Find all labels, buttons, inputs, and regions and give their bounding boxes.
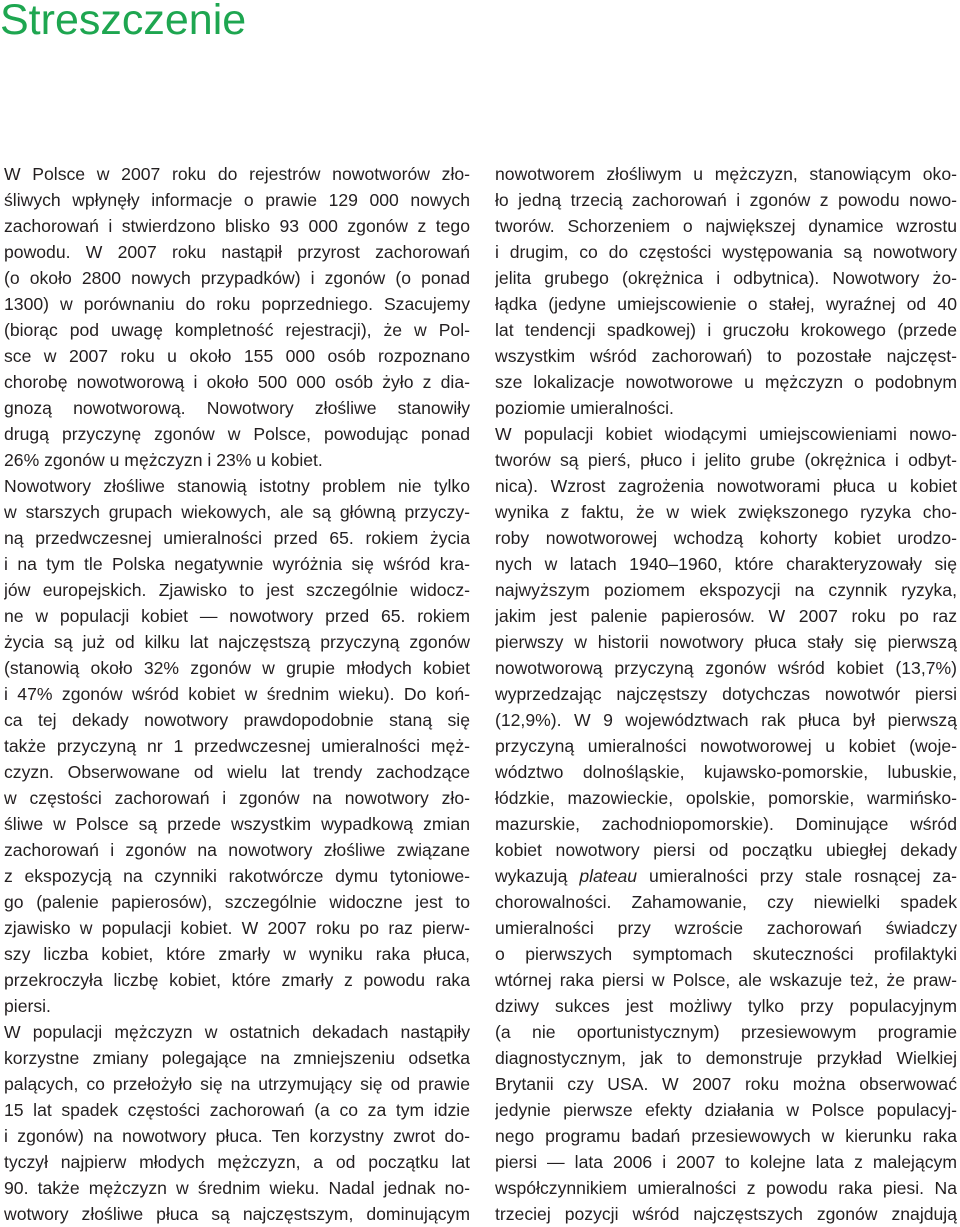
text-line: i 47% zgonów wśród kobiet w średnim wieku). Do koń- [4,684,470,704]
text-line: nowotworową przyczyną zgonów wśród kobiet (13,7%) [495,658,957,678]
text-line: powodu. W 2007 roku nastąpił przyrost zachorowań [4,242,470,262]
text-line: gnozą nowotworową. Nowotwory złośliwe stanowiły [4,398,470,418]
text-line: sze lokalizacje nowotworowe u mężczyzn o podobnym [495,372,957,392]
text-line: Brytanii czy USA. W 2007 roku można obserwować [495,1074,957,1094]
text-line: i na tym tle Polska negatywnie wyróżnia się wśród kra- [4,554,470,574]
text-line: wykazują plateau umieralności przy stale rosnącej za- [495,866,957,886]
text-line: szy liczba kobiet, które zmarły w wyniku raka płuca, [4,944,470,964]
text-line: wyprzedzając najczęstszy dotychczas nowotwór piersi [495,684,957,704]
text-line: diagnostycznym, jak to demonstruje przykład Wielkiej [495,1048,957,1068]
text-line: zachorowań i stwierdzono blisko 93 000 zgonów z tego [4,216,470,236]
text-line: nego programu badań przesiewowych w kierunku raka [495,1126,957,1146]
text-line: łądka (jedyne umiejscowienie o stałej, wyraźnej od 40 [495,294,957,314]
text-line: (stanowią około 32% zgonów w grupie młodych kobiet [4,658,470,678]
text-line: W populacji mężczyzn w ostatnich dekadach nastąpiły [4,1022,470,1042]
text-line: i zgonów) na nowotwory płuca. Ten korzystny zwrot do- [4,1126,470,1146]
text-line: piersi. [4,996,51,1016]
text-line: umieralności przy wzroście zachorowań świadczy [495,918,957,938]
text-line: pierwszy w historii nowotwory płuca stały się pierwszą [495,632,957,652]
text-line: śliwe w Polsce są przede wszystkim wypadkową zmian [4,814,470,834]
text-line: (biorąc pod uwagę kompletność rejestracji), że w Pol- [4,320,470,340]
text-line: go (palenie papierosów), szczególnie widoczne jest to [4,892,470,912]
text-line: tyczył najpierw młodych mężczyzn, a od początku lat [4,1152,470,1172]
text-line: wództwo dolnośląskie, kujawsko-pomorskie, lubuskie, [495,762,957,782]
text-line: zjawisko w populacji kobiet. W 2007 roku po raz pierw- [4,918,470,938]
text-line: tworów. Schorzeniem o największej dynamice wzrostu [495,216,957,236]
text-line: w częstości zachorowań i zgonów na nowotwory zło- [4,788,470,808]
text-line: W populacji kobiet wiodącymi umiejscowieniami nowo- [495,424,957,444]
text-line: dziwy sukces jest możliwy tylko przy populacyjnym [495,996,957,1016]
text-line: Nowotwory złośliwe stanowią istotny problem nie tylko [4,476,470,496]
text-line: przyczyną umieralności nowotworowej u kobiet (woje- [495,736,957,756]
text-line: 26% zgonów u mężczyzn i 23% u kobiet. [4,450,323,470]
text-line: łódzkie, mazowieckie, opolskie, pomorskie, warmińsko- [495,788,957,808]
text-line: przekroczyła liczbę kobiet, które zmarły z powodu raka [4,970,470,990]
text-line: jakim jest palenie papierosów. W 2007 roku po raz [495,606,957,626]
text-line: (12,9%). W 9 województwach rak płuca był pierwszą [495,710,957,730]
text-line: chorobę nowotworową i około 500 000 osób żyło z dia- [4,372,470,392]
text-line: (o około 2800 nowych przypadków) i zgonów (o ponad [4,268,470,288]
text-line: nica). Wzrost zagrożenia nowotworami płuca u kobiet [495,476,957,496]
text-line: tworów są pierś, płuco i jelito grube (okrężnica i odbyt- [495,450,957,470]
text-line: wotwory złośliwe płuca są najczęstszym, dominującym [4,1204,470,1224]
text-line: (a nie oportunistycznym) przesiewowym programie [495,1022,957,1042]
text-line: korzystne zmiany polegające na zmniejszeniu odsetka [4,1048,470,1068]
text-line: nowotworem złośliwym u mężczyzn, stanowiącym oko- [495,164,957,184]
text-line: 15 lat spadek częstości zachorowań (a co za tym idzie [4,1100,470,1120]
text-line: palących, co przełożyło się na utrzymujący się od prawie [4,1074,470,1094]
text-line: najwyższym poziomem ekspozycji na czynnik ryzyka, [495,580,957,600]
text-line: kobiet nowotwory piersi od początku ubiegłej dekady [495,840,957,860]
text-line: W Polsce w 2007 roku do rejestrów nowotworów zło- [4,164,470,184]
text-line: drugą przyczynę zgonów w Polsce, powodując ponad [4,424,470,444]
text-line: i drugim, co do częstości występowania są nowotwory [495,242,957,262]
text-line: roby nowotworowej wchodzą kohorty kobiet urodzo- [495,528,957,548]
text-line: wynika z faktu, że w wiek zwiększonego ryzyka cho- [495,502,957,522]
text-line: wszystkim wśród zachorowań) to pozostałe najczęst- [495,346,957,366]
text-line: śliwych wpłynęły informacje o prawie 129 000 nowych [4,190,470,210]
text-line: 1300) w porównaniu do roku poprzedniego. Szacujemy [4,294,470,314]
text-line: trzeciej pozycji wśród najczęstszych zgonów znajdują [495,1204,957,1224]
right-text-column [495,161,957,1227]
text-line: jów europejskich. Zjawisko to jest szczególnie widocz- [4,580,470,600]
text-line: poziomie umieralności. [495,398,674,418]
text-line: sce w 2007 roku u około 155 000 osób rozpoznano [4,346,470,366]
text-line: piersi — lata 2006 i 2007 to kolejne lata z malejącym [495,1152,957,1172]
text-line: lat tendencji spadkowej) i gruczołu krokowego (przede [495,320,957,340]
text-line: także przyczyną nr 1 przedwczesnej umieralności męż- [4,736,470,756]
text-line: życia są już od kilku lat najczęstszą przyczyną zgonów [4,632,470,652]
text-line: czyzn. Obserwowane od wielu lat trendy zachodzące [4,762,470,782]
text-line: wtórnej raka piersi w Polsce, ale wskazuje też, że praw- [495,970,957,990]
text-line: nych w latach 1940–1960, które charakteryzowały się [495,554,957,574]
text-line: ną przedwczesnej umieralności przed 65. rokiem życia [4,528,470,548]
text-line: ca tej dekady nowotwory prawdopodobnie staną się [4,710,470,730]
left-text-column [4,161,470,1227]
text-line: zachorowań i zgonów na nowotwory złośliwe związane [4,840,470,860]
text-line: w starszych grupach wiekowych, ale są główną przyczy- [4,502,470,522]
text-line: o pierwszych symptomach skuteczności profilaktyki [495,944,957,964]
text-line: mazurskie, zachodniopomorskie). Dominujące wśród [495,814,957,834]
text-line: jelita grubego (okrężnica i odbytnica). Nowotwory żo- [495,268,957,288]
text-line: ło jedną trzecią zachorowań i zgonów z powodu nowo- [495,190,957,210]
text-line: ne w populacji kobiet — nowotwory przed 65. rokiem [4,606,470,626]
text-line: z ekspozycją na czynniki rakotwórcze dymu tytoniowe- [4,866,470,886]
text-line: współczynnikiem umieralności z powodu raka piesi. Na [495,1178,957,1198]
page-title: Streszczenie [0,0,247,44]
text-line: 90. także mężczyzn w średnim wieku. Nadal jednak no- [4,1178,470,1198]
text-line: chorowalności. Zahamowanie, czy niewielki spadek [495,892,957,912]
text-line: jedynie pierwsze efekty działania w Polsce populacyj- [495,1100,957,1120]
